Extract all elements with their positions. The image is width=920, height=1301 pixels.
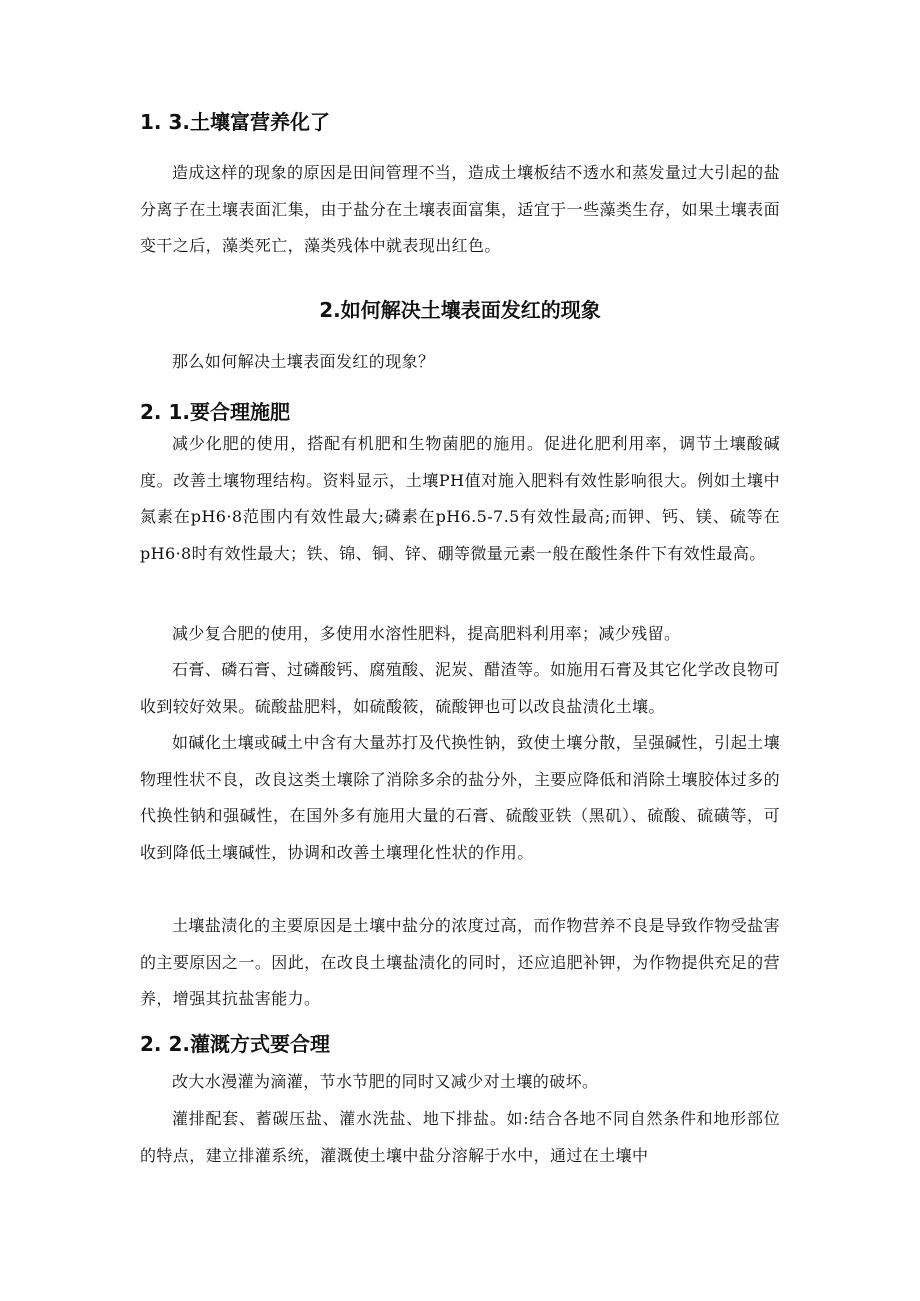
paragraph-question: 那么如何解决土壤表面发红的现象？ xyxy=(172,352,435,371)
paragraph-cause: 造成这样的现象的原因是田间管理不当，造成土壤板结不透水和蒸发量过大引起的盐分离子在土壤表面汇集，由于盐分在土壤表面富集，适宜于一些藻类生存，如果土壤表面变干之后，藻类死亡，藻类残体中就表现出红色。 xyxy=(140,163,780,255)
section-heading-2-2: 2. 2.灌溉方式要合理 xyxy=(140,1032,330,1056)
section-heading-2-1: 2. 1.要合理施肥 xyxy=(140,400,290,424)
chapter-heading-2: 2.如何解决土壤表面发红的现象 xyxy=(319,298,601,322)
paragraph-compound-fertilizer: 减少复合肥的使用，多使用水溶性肥料，提高肥料利用率；减少残留。 xyxy=(172,624,681,643)
paragraph-fertilizer-reduce: 减少化肥的使用，搭配有机肥和生物菌肥的施用。促进化肥利用率，调节土壤酸碱度。改善土壤物理结构。资料显示，土壤PH值对施入肥料有效性影响很大。例如土壤中氮素在pH6·8范围内有效性最大;磷素在pH6.5-7.5有效性最高;而钾、钙、镁、硫等在pH6·8时有效性最大；铁、锦、铜、锌、硼等微量元素一般在酸性条件下有效性最高。 xyxy=(140,434,780,563)
paragraph-alkaline-soil: 如碱化土壤或碱土中含有大量苏打及代换性钠，致使土壤分散，呈强碱性，引起土壤物理性状不良，改良这类土壤除了消除多余的盐分外，主要应降低和消除土壤胶体过多的代换性钠和强碱性，在国外多有施用大量的石膏、硫酸亚铁（黑矶）、硫酸、硫磺等，可收到降低土壤碱性，协调和改善土壤理化性状的作用。 xyxy=(140,733,780,862)
paragraph-drainage: 灌排配套、蓄碳压盐、灌水洗盐、地下排盐。如:结合各地不同自然条件和地形部位的特点，建立排灌系统，灌溉使土壤中盐分溶解于水中，通过在土壤中 xyxy=(140,1109,780,1165)
paragraph-salinization: 土壤盐渍化的主要原因是土壤中盐分的浓度过高，而作物营养不良是导致作物受盐害的主要原因之一。因此，在改良土壤盐渍化的同时，还应追肥补钾，为作物提供充足的营养，增强其抗盐害能力。 xyxy=(140,916,780,1008)
section-heading-1-3: 1. 3.土壤富营养化了 xyxy=(140,110,330,134)
paragraph-gypsum: 石膏、磷石膏、过磷酸钙、腐殖酸、泥炭、醋渣等。如施用石膏及其它化学改良物可收到较好效果。硫酸盐肥料，如硫酸筱，硫酸钾也可以改良盐渍化土壤。 xyxy=(140,660,780,716)
paragraph-drip-irrigation: 改大水漫灌为滴灌，节水节肥的同时又减少对土壤的破坏。 xyxy=(172,1072,599,1091)
